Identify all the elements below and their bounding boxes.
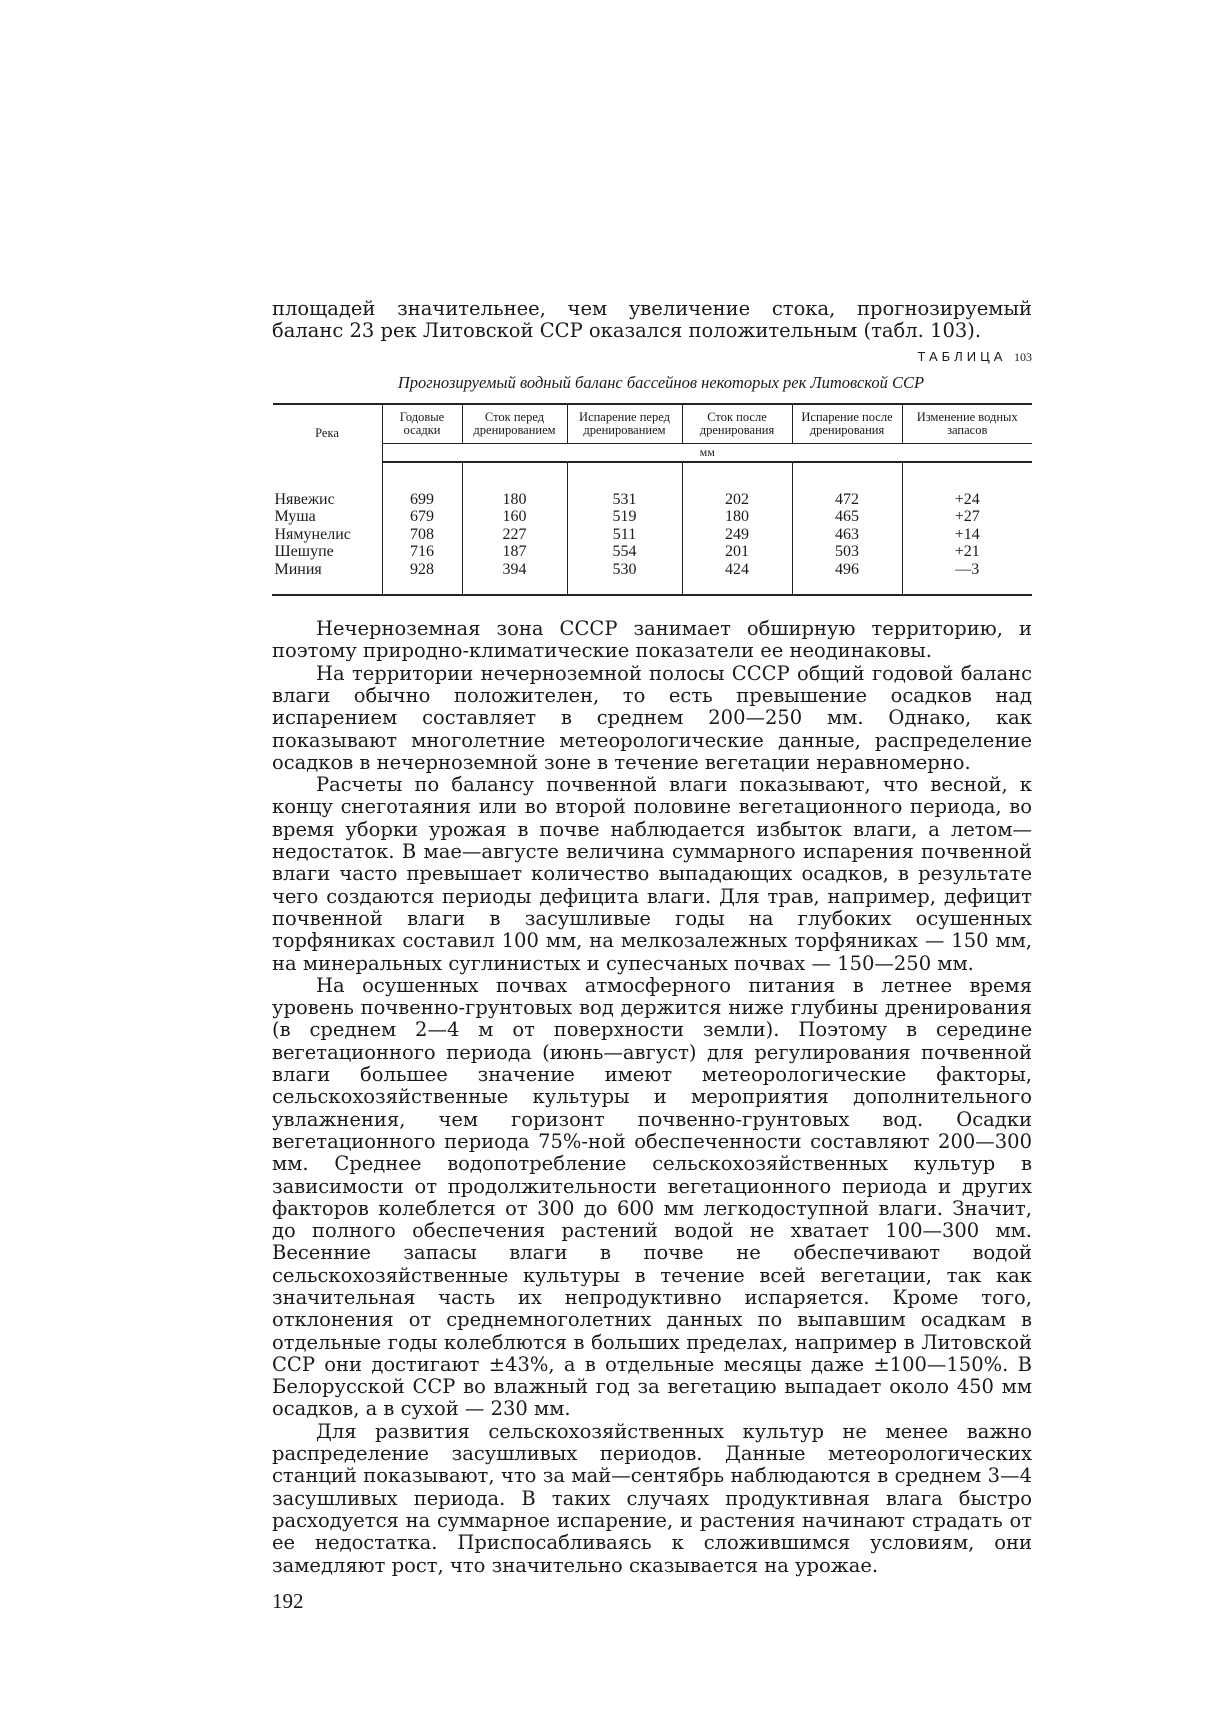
runoff-after-value: 201	[682, 543, 792, 561]
col-header-precip: Годовые осадки	[382, 404, 462, 444]
paragraph: Нечерноземная зона СССР занимает обширную территорию, и поэтому природно-климатические показатели ее неодинаковы.	[272, 617, 1032, 663]
table-number: 103	[1014, 349, 1032, 364]
runoff-before-value: 227	[462, 526, 567, 544]
evap-after-value: 496	[792, 561, 902, 595]
storage-change-value: —3	[902, 561, 1032, 595]
table-row	[273, 491, 1033, 509]
evap-after-value: 465	[792, 508, 902, 526]
storage-change-value: +27	[902, 508, 1032, 526]
evap-after-value: 472	[792, 491, 902, 509]
col-header-evap-after: Испарение после дренирования	[792, 404, 902, 444]
col-header-runoff-before: Сток перед дренированием	[462, 404, 567, 444]
evap-after-value: 463	[792, 526, 902, 544]
table-row	[273, 543, 1033, 561]
table-title: Прогнозируемый водный баланс бассейнов некоторых рек Литовской ССР	[397, 372, 925, 392]
precip-value: 679	[382, 508, 462, 526]
runoff-after-value: 249	[682, 526, 792, 544]
paragraph: Для развития сельскохозяйственных культур не менее важно распределение засушливых периодов. Данные метеорологических станций показывают, что за май—сентябрь наблюдаются в среднем 3—4 засушливых периода. В таких случаях продуктивная влага быстро расходуется на суммарное испарение, и растения начинают страдать от ее недостатка. Приспосабливаясь к сложившимся условиям, они замедляют рост, что значительно сказывается на урожае.	[272, 1419, 1032, 1577]
paragraph: На территории нечерноземной полосы СССР общий годовой баланс влаги обычно положителен, то есть превышение осадков над испарением составляет в среднем 200—250 мм. Однако, как показывают многолетние метеорологические данные, распределение осадков в нечерноземной зоне в течение вегетации неравномерно.	[272, 661, 1032, 774]
precip-value: 928	[382, 561, 462, 595]
runoff-after-value: 424	[682, 561, 792, 595]
river-name: Нямунелис	[274, 525, 351, 543]
evap-before-value: 511	[567, 526, 682, 544]
river-name: Миния	[274, 560, 322, 578]
runoff-before-value: 187	[462, 543, 567, 561]
storage-change-value: +21	[902, 543, 1032, 561]
storage-change-value: +14	[902, 526, 1032, 544]
col-header-river: Река	[273, 404, 383, 462]
units-row: мм	[382, 443, 1032, 462]
water-balance-table	[272, 403, 1032, 597]
evap-before-value: 554	[567, 543, 682, 561]
precip-value: 699	[382, 491, 462, 509]
precip-value: 716	[382, 543, 462, 561]
runoff-after-value: 202	[682, 491, 792, 509]
evap-after-value: 503	[792, 543, 902, 561]
runoff-after-value: 180	[682, 508, 792, 526]
river-name: Шешупе	[274, 543, 334, 561]
paragraph: На осушенных почвах атмосферного питания в летнее время уровень почвенно-грунтовых вод держится ниже глубины дренирования (в среднем 2—4 м от поверхности земли). Поэтому в середине вегетационного периода (июнь—август) для регулирования почвенной влаги большее значение имеют метеорологические факторы, сельскохозяйственные культуры и мероприятия дополнительного увлажнения, чем горизонт почвенно-грунтовых вод. Осадки вегетационного периода 75%-ной обеспеченности составляют 200—300 мм. Среднее водопотребление сельскохозяйственных культур в зависимости от продолжительности вегетационного периода и других факторов колеблется от 300 до 600 мм легкодоступной влаги. Значит, до полного обеспечения растений водой не хватает 100—300 мм. Весенние запасы влаги в почве не обеспечивают водой сельскохозяйственные культуры в течение всей вегетации, так как значительная часть их непродуктивно испаряется. Кроме того, отклонения от среднемноголетних данных по выпавшим осадкам в отдельные годы колеблются в больших пределах, например в Литовской ССР они достигают ±43%, а в отдельные месяцы даже ±100—150%. В Белорусской ССР во влажный год за вегетацию выпадает около 450 мм осадков, а в сухой — 230 мм.	[272, 973, 1032, 1421]
intro-paragraph: площадей значительнее, чем увеличение стока, прогнозируемый баланс 23 рек Литовской ССР оказался положительным (табл. 103).	[272, 297, 1032, 343]
river-name: Муша	[274, 508, 316, 526]
body-text	[272, 618, 1032, 1577]
runoff-before-value: 180	[462, 491, 567, 509]
runoff-before-value: 394	[462, 561, 567, 595]
paragraph: Расчеты по балансу почвенной влаги показывают, что весной, к концу снеготаяния или во второй половине вегетационного периода, во время уборки урожая в почве наблюдается избыток влаги, а летом— недостаток. В мае—августе величина суммарного испарения почвенной влаги часто превышает количество выпадающих осадков, в результате чего создаются периоды дефицита влаги. Для трав, например, дефицит почвенной влаги в засушливые годы на глубоких осушенных торфяниках составил 100 мм, на мелкозалежных торфяниках — 150 мм, на минеральных суглинистых и супесчаных почвах — 150—250 мм.	[272, 773, 1032, 975]
col-header-storage-change: Изменение водных запасов	[902, 404, 1032, 444]
book-page	[272, 298, 1032, 1614]
evap-before-value: 519	[567, 508, 682, 526]
storage-change-value: +24	[902, 491, 1032, 509]
table-row	[273, 561, 1033, 595]
river-name: Нявежис	[274, 490, 335, 508]
table-row	[273, 526, 1033, 544]
page-number: 192	[272, 1588, 304, 1613]
col-header-runoff-after: Сток после дренирования	[682, 404, 792, 444]
col-header-evap-before: Испарение перед дренированием	[567, 404, 682, 444]
evap-before-value: 530	[567, 561, 682, 595]
table-label	[272, 349, 1032, 365]
precip-value: 708	[382, 526, 462, 544]
runoff-before-value: 160	[462, 508, 567, 526]
table-label-text: ТАБЛИЦА	[917, 348, 1007, 364]
table-row	[273, 508, 1033, 526]
evap-before-value: 531	[567, 491, 682, 509]
